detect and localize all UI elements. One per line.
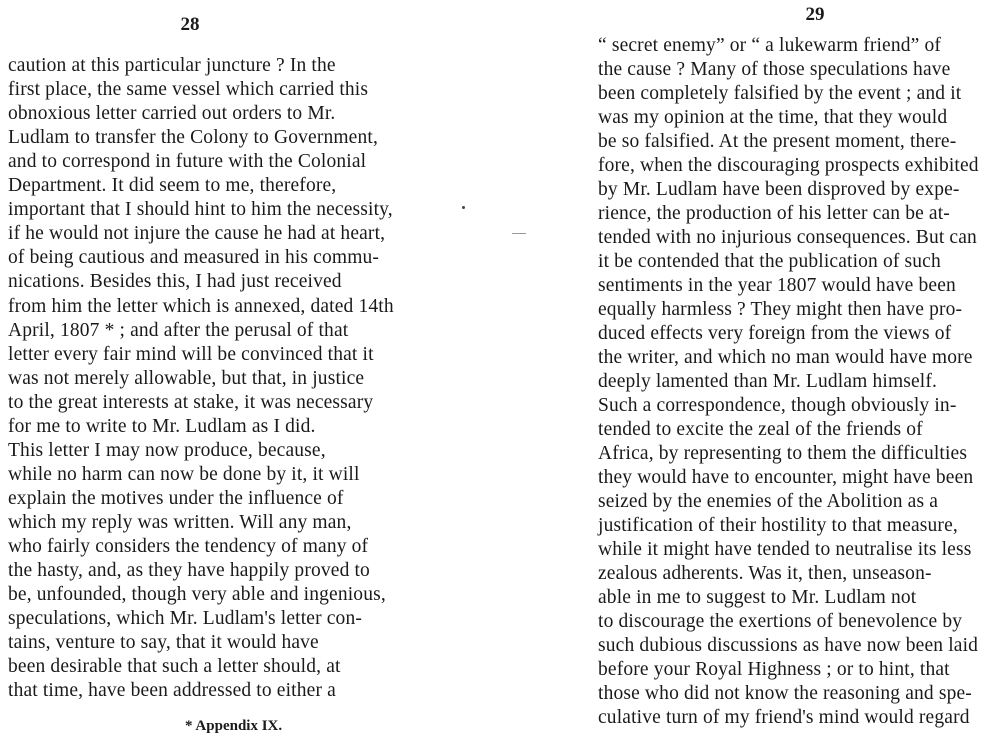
left-line: from him the letter which is annexed, dated 14th bbox=[8, 295, 394, 317]
left-line: was not merely allowable, but that, in justice bbox=[8, 367, 365, 389]
left-page bbox=[0, 0, 470, 747]
footnote: * Appendix IX. bbox=[185, 718, 283, 734]
right-line: been completely falsified by the event ; and it bbox=[598, 83, 962, 104]
right-page bbox=[530, 0, 1000, 747]
left-line: important that I should hint to him the necessity, bbox=[8, 199, 393, 221]
right-line: by Mr. Ludlam have been disproved by expe- bbox=[598, 179, 960, 200]
left-line: This letter I may now produce, because, bbox=[8, 439, 326, 461]
right-line: “ secret enemy” or “ a lukewarm friend” of bbox=[598, 35, 942, 56]
left-line: the hasty, and, as they have happily proved to bbox=[8, 560, 370, 582]
page-number-right: 29 bbox=[805, 4, 825, 25]
right-line: such dubious discussions as have now been laid bbox=[598, 635, 979, 656]
left-line: for me to write to Mr. Ludlam as I did. bbox=[8, 415, 316, 437]
right-line: Africa, by representing to them the difficulties bbox=[598, 443, 968, 464]
right-line: duced effects very foreign from the views of bbox=[598, 323, 952, 344]
right-line: be so falsified. At the present moment, there- bbox=[598, 131, 957, 152]
right-line: while it might have tended to neutralise its less bbox=[598, 539, 972, 560]
stray-mark bbox=[512, 233, 526, 234]
left-line: and to correspond in future with the Colonial bbox=[8, 151, 367, 173]
left-line: to the great interests at stake, it was necessary bbox=[8, 391, 374, 413]
left-line: April, 1807 * ; and after the perusal of that bbox=[8, 319, 349, 341]
left-line: Department. It did seem to me, therefore, bbox=[8, 175, 337, 197]
right-line: Such a correspondence, though obviously in- bbox=[598, 395, 957, 416]
left-line: speculations, which Mr. Ludlam's letter con- bbox=[8, 608, 362, 630]
left-line: tains, venture to say, that it would have bbox=[8, 632, 319, 654]
page-number-left: 28 bbox=[180, 14, 200, 35]
right-line: before your Royal Highness ; or to hint, that bbox=[598, 659, 950, 680]
stray-mark bbox=[462, 206, 465, 209]
right-line: fore, when the discouraging prospects exhibited bbox=[598, 155, 979, 176]
left-line: been desirable that such a letter should, at bbox=[8, 656, 341, 678]
right-line: tended to excite the zeal of the friends of bbox=[598, 419, 923, 440]
left-line: while no harm can now be done by it, it will bbox=[8, 463, 360, 485]
left-line: caution at this particular juncture ? In the bbox=[8, 55, 336, 76]
right-line: equally harmless ? They might then have pro- bbox=[598, 299, 963, 320]
right-line: the cause ? Many of those speculations have bbox=[598, 59, 951, 80]
left-line: Ludlam to transfer the Colony to Government, bbox=[8, 127, 378, 149]
right-line: zealous adherents. Was it, then, unseason- bbox=[598, 563, 932, 584]
left-line: explain the motives under the influence of bbox=[8, 487, 344, 509]
right-line: the writer, and which no man would have more bbox=[598, 347, 973, 368]
left-line: letter every fair mind will be convinced that it bbox=[8, 343, 374, 365]
left-line: who fairly considers the tendency of many of bbox=[8, 536, 369, 557]
right-line: rience, the production of his letter can be at- bbox=[598, 203, 950, 224]
right-line: those who did not know the reasoning and spe- bbox=[598, 683, 972, 704]
left-line: of being cautious and measured in his commu- bbox=[8, 247, 380, 269]
right-line: they would have to encounter, might have been bbox=[598, 467, 974, 488]
left-line: nications. Besides this, I had just received bbox=[8, 271, 342, 293]
right-line: sentiments in the year 1807 would have been bbox=[598, 275, 956, 296]
right-line: tended with no injurious consequences. But can bbox=[598, 227, 977, 248]
left-line: be, unfounded, though very able and ingenious, bbox=[8, 584, 386, 606]
left-line: which my reply was written. Will any man, bbox=[8, 511, 352, 533]
right-line: able in me to suggest to Mr. Ludlam not bbox=[598, 587, 917, 608]
left-line: that time, have been addressed to either a bbox=[8, 680, 336, 702]
right-line: culative turn of my friend's mind would regard bbox=[598, 707, 970, 728]
right-line: deeply lamented than Mr. Ludlam himself. bbox=[598, 371, 938, 392]
left-line: first place, the same vessel which carried this bbox=[8, 79, 369, 101]
right-line: to discourage the exertions of benevolence by bbox=[598, 611, 963, 632]
right-line: seized by the enemies of the Abolition as a bbox=[598, 491, 939, 512]
left-line: obnoxious letter carried out orders to Mr. bbox=[8, 103, 336, 125]
left-line: if he would not injure the cause he had at heart, bbox=[8, 223, 386, 245]
right-line: was my opinion at the time, that they would bbox=[598, 107, 948, 128]
right-line: it be contended that the publication of such bbox=[598, 251, 941, 272]
right-line: justification of their hostility to that measure, bbox=[598, 515, 958, 536]
